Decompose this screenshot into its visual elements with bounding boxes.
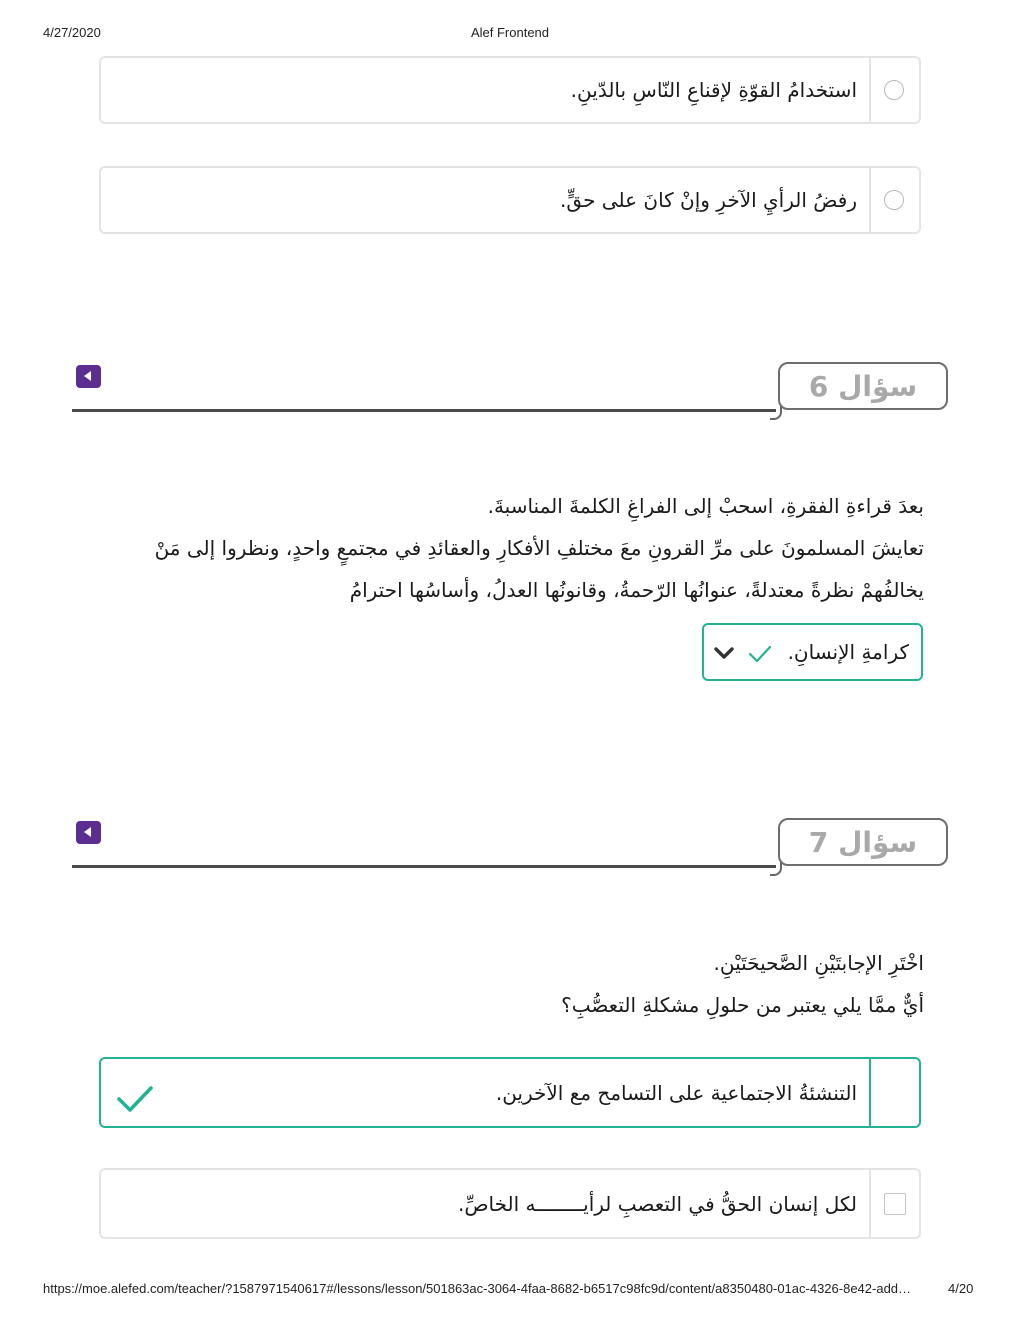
radio-icon[interactable] <box>884 190 904 210</box>
q6-answer-dropdown[interactable] <box>702 623 923 681</box>
footer-page-number: 4/20 <box>948 1281 974 1296</box>
question-7-header <box>72 818 950 876</box>
q6-paragraph-line-2: يخالفُهمْ نظرةً معتدلةً، عنوانُها الرّحمةُ، وقانونُها العدلُ، وأساسُها احترامُ <box>349 578 924 602</box>
option-text: التنشئةُ الاجتماعية على التسامح مع الآخرين. <box>495 1080 857 1105</box>
checkmark-icon <box>748 644 772 664</box>
q6-paragraph-line-1: تعايشَ المسلمونَ على مرِّ القرونِ معَ مختلفِ الأفكارِ والعقائدِ في مجتمعٍ واحدٍ، ونظروا إلى مَنْ <box>154 536 924 560</box>
option-text: رفضُ الرأيِ الآخرِ وإنْ كانَ على حقٍّ. <box>560 188 857 212</box>
option-text: استخدامُ القوّةِ لإقناعِ النّاسِ بالدّينِ. <box>570 78 857 102</box>
q5-option-2[interactable] <box>99 166 921 234</box>
footer-url: https://moe.alefed.com/teacher/?1587971540617#/lessons/lesson/501863ac-3064-4faa-8682-b6517c98fc9d/content/a8350480-01ac-4326-8e42-add… <box>43 1281 912 1296</box>
dropdown-value: كرامةِ الإنسانِ. <box>787 640 909 664</box>
option-selector[interactable] <box>869 1170 919 1237</box>
question-6-title: سؤال 6 <box>778 362 948 410</box>
option-selector[interactable] <box>869 168 919 232</box>
chevron-down-icon[interactable] <box>713 646 735 660</box>
question-6-header <box>72 362 950 420</box>
question-7-title: سؤال 7 <box>778 818 948 866</box>
header-divider <box>72 865 776 868</box>
option-text: لكل إنسان الحقُّ في التعصبِ لرأيــــــــه الخاصِّ. <box>457 1191 857 1216</box>
checkmark-icon <box>115 1083 155 1115</box>
checkbox-icon[interactable] <box>884 1193 906 1215</box>
q7-question: أيٌّ ممَّا يلي يعتبر من حلولِ مشكلةِ التعصُّبِ؟ <box>561 993 924 1017</box>
q6-instruction: بعدَ قراءةِ الفقرةِ، اسحبْ إلى الفراغِ الكلمةَ المناسبةَ. <box>487 494 924 518</box>
q5-option-1[interactable] <box>99 56 921 124</box>
q7-option-1[interactable] <box>99 1057 921 1128</box>
option-selector[interactable] <box>869 1059 919 1126</box>
back-arrow-icon[interactable] <box>76 365 101 388</box>
header-title: Alef Frontend <box>470 25 550 40</box>
option-selector[interactable] <box>869 58 919 122</box>
radio-icon[interactable] <box>884 80 904 100</box>
back-arrow-icon[interactable] <box>76 821 101 844</box>
header-divider <box>72 409 776 412</box>
q7-instruction: اخْتَرِ الإجابتَيْنِ الصَّحيحَتَيْنِ. <box>713 951 924 975</box>
header-date: 4/27/2020 <box>43 25 101 40</box>
q7-option-2[interactable] <box>99 1168 921 1239</box>
